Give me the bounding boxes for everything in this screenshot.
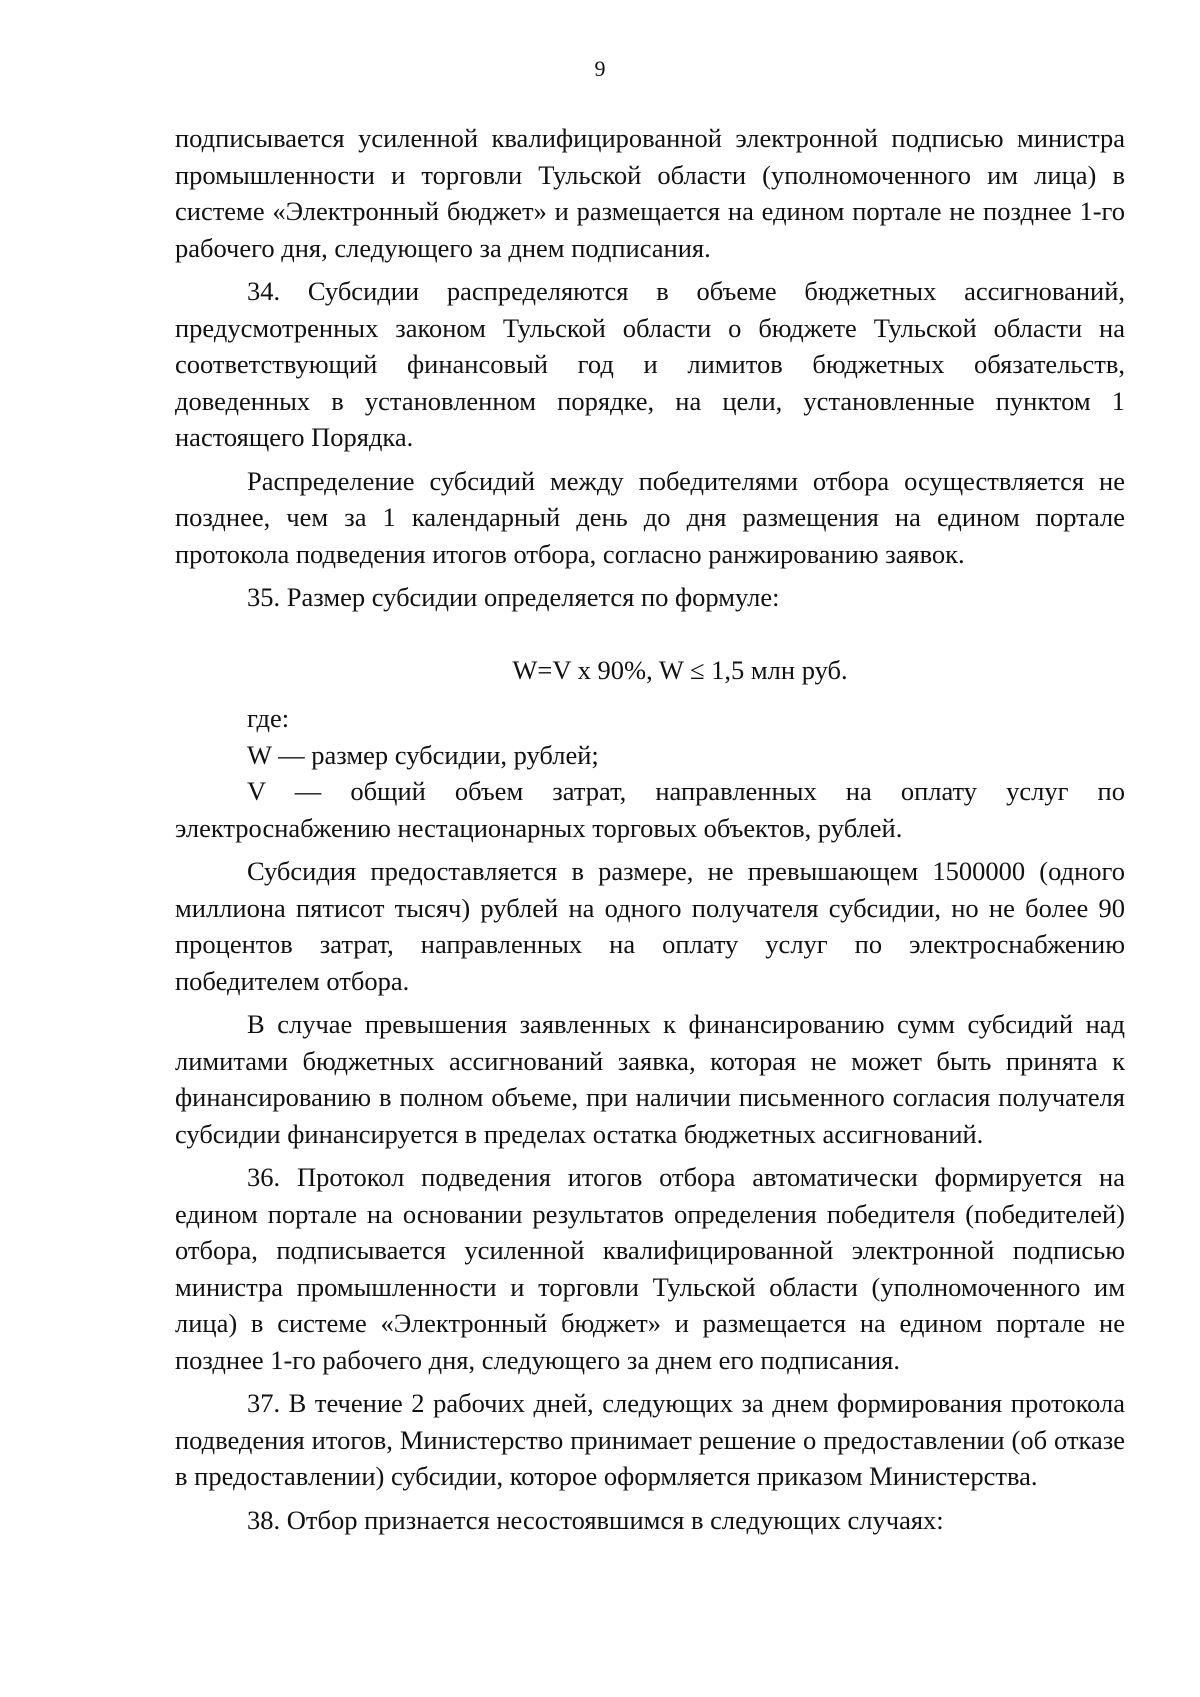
paragraph-continuation: подписывается усиленной квалифицированной электронной подписью министра промышленности и торговли Тульской области (уполномоченного им лица) в системе «Электронный бюджет» и размещается на едином портале не позднее 1-го рабочего дня, следующего за днем подписания.	[175, 123, 1125, 263]
paragraph-37: 37. В течение 2 рабочих дней, следующих за днем формирования протокола подведения итогов, Министерство принимает решение о предоставлении (об отказе в предоставлении) субсидии, которое оформляется приказом Министерства.	[175, 1388, 1125, 1491]
paragraph-34: 34. Субсидии распределяются в объеме бюджетных ассигнований, предусмотренных законом Тульской области о бюджете Тульской области на соответствующий финансовый год и лимитов бюджетных обязательств, доведенных в установленном порядке, на цели, установленные пунктом 1 настоящего Порядка.	[175, 276, 1125, 452]
formula-where-label: где:	[247, 703, 290, 733]
definition-w: W — размер субсидии, рублей;	[247, 739, 599, 770]
definition-v: V — общий объем затрат, направленных на оплату услуг по электроснабжению нестационарных торговых объектов, рублей.	[175, 776, 1125, 843]
paragraph-38: 38. Отбор признается несостоявшимся в следующих случаях:	[247, 1504, 944, 1535]
subsidy-formula: W=V x 90%, W ≤ 1,5 млн руб.	[512, 654, 848, 685]
page-number: 9	[594, 56, 606, 81]
paragraph-34-distribution: Распределение субсидий между победителями отбора осуществляется не позднее, чем за 1 календарный день до дня размещения на едином портале протокола подведения итогов отбора, согласно ранжированию заявок.	[175, 465, 1125, 569]
paragraph-35: 35. Размер субсидии определяется по формуле:	[247, 582, 780, 612]
paragraph-35-subsidy-limit: Субсидия предоставляется в размере, не превышающем 1500000 (одного миллиона пятисот тысяч) рублей на одного получателя субсидии, но не более 90 процентов затрат, направленных на оплату услуг по электроснабжению победителем отбора.	[175, 856, 1125, 996]
paragraph-36: 36. Протокол подведения итогов отбора автоматически формируется на едином портале на основании результатов определения победителя (победителей) отбора, подписывается усиленной квалифицированной электронной подписью министра промышленности и торговли Тульской области (уполномоченного им лица) в системе «Электронный бюджет» и размещается на едином портале не позднее 1-го рабочего дня, следующего за днем его подписания.	[175, 1162, 1125, 1375]
document-body	[175, 120, 1125, 1538]
paragraph-35-excess: В случае превышения заявленных к финансированию сумм субсидий над лимитами бюджетных ассигнований заявка, которая не может быть принята к финансированию в полном объеме, при наличии письменного согласия получателя субсидии финансируется в пределах остатка бюджетных ассигнований.	[175, 1009, 1125, 1149]
